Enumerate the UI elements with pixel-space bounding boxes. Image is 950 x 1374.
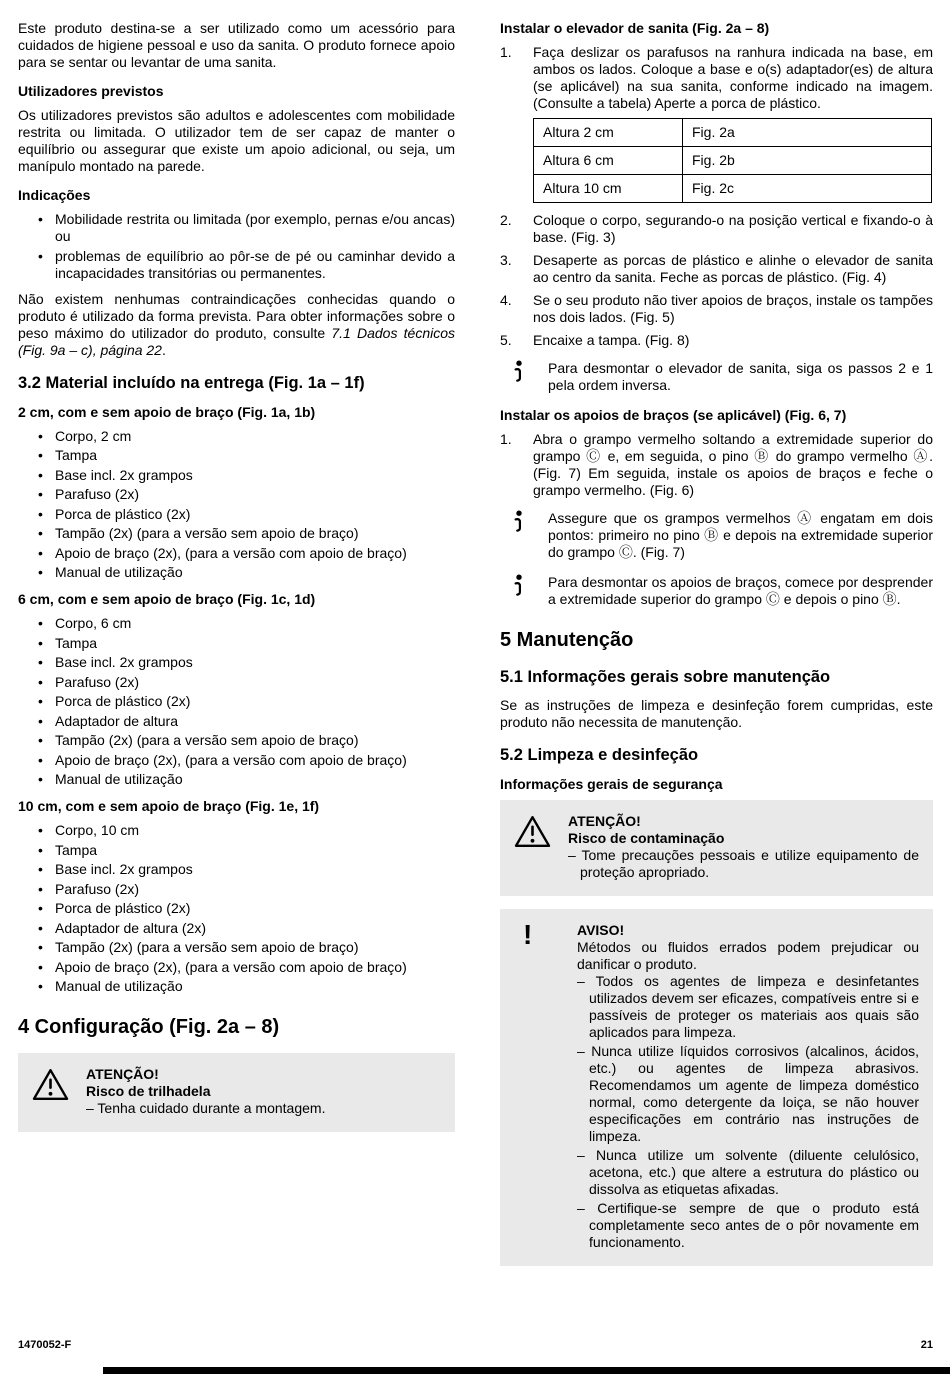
heading-install-armrests: Instalar os apoios de braços (se aplicável) (Fig. 6, 7) [500, 407, 847, 423]
contraindications-paragraph [18, 291, 455, 359]
document-id: 1470052-F [18, 1339, 72, 1351]
note-text: Assegure que os grampos vermelhos Ⓐ engatam em dois pontos: primeiro no pino Ⓑ e depois na extremidade superior do grampo Ⓒ. (Fig. 7) [548, 510, 933, 560]
install-step-5 [500, 332, 933, 349]
step-text: Encaixe a tampa. (Fig. 8) [533, 332, 690, 348]
warning-risk: Risco de trilhadela [86, 1083, 211, 1099]
list-item: • Manual de utilização [55, 978, 455, 995]
list-item: • Adaptador de altura (2x) [55, 920, 455, 937]
notice-instruction: – Certifique-se sempre de que o produto está completamente seco antes de o pôr novamente em funcionamento. [577, 1200, 919, 1250]
list-item: • Manual de utilização [55, 771, 455, 788]
heading-3-2-material: 3.2 Material incluído na entrega (Fig. 1a – 1f) [18, 373, 365, 392]
warning-title: ATENÇÃO! [86, 1066, 159, 1082]
included-list-10cm [18, 822, 455, 995]
list-item: • Tampa [55, 635, 455, 652]
heading-5-2-cleaning: 5.2 Limpeza e desinfeção [500, 746, 699, 764]
list-item: • Manual de utilização [55, 564, 455, 581]
notice-intro: Métodos ou fluidos errados podem prejudicar ou danificar o produto. [577, 939, 919, 972]
note-text: Para desmontar o elevador de sanita, siga os passos 2 e 1 pela ordem inversa. [548, 360, 933, 393]
list-item: • Base incl. 2x grampos [55, 861, 455, 878]
table-body [534, 119, 932, 203]
table-cell-figure: Fig. 2a [683, 119, 932, 147]
info-icon [513, 510, 525, 536]
install-step-3 [500, 252, 933, 286]
info-icon [513, 360, 525, 386]
list-item: • Base incl. 2x grampos [55, 654, 455, 671]
step-text: Coloque o corpo, segurando-o na posição vertical e fixando-o à base. (Fig. 3) [533, 212, 933, 245]
list-item: • Tampa [55, 842, 455, 859]
page-number: 21 [920, 1339, 933, 1351]
warning-triangle-icon [514, 813, 568, 883]
heading-5-maintenance: 5 Manutenção [500, 629, 634, 651]
heading-intended-users: Utilizadores previstos [18, 83, 164, 99]
heading-install-lifter: Instalar o elevador de sanita (Fig. 2a – 8) [500, 20, 770, 36]
list-item: • Parafuso (2x) [55, 674, 455, 691]
notice-instruction: – Todos os agentes de limpeza e desinfetantes utilizados devem ser eficazes, compatíveis entre si e passíveis de proteger os materiais aos quais são aplicados para limpeza. [577, 973, 919, 1040]
heading-6cm-version: 6 cm, com e sem apoio de braço (Fig. 1c, 1d) [18, 591, 316, 607]
note-clamp-engage [500, 510, 933, 561]
heading-indications: Indicações [18, 187, 91, 203]
maintenance-paragraph: Se as instruções de limpeza e desinfeção forem cumpridas, este produto não necessita de manutenção. [500, 697, 933, 730]
step-number: 3. [500, 252, 512, 268]
heading-2cm-version: 2 cm, com e sem apoio de braço (Fig. 1a, 1b) [18, 403, 316, 420]
list-item: • Tampão (2x) (para a versão sem apoio de braço) [55, 939, 455, 956]
list-item: • Mobilidade restrita ou limitada (por exemplo, pernas e/ou ancas) ou [55, 211, 455, 245]
notice-instruction: – Nunca utilize líquidos corrosivos (alcalinos, ácidos, etc.) ou agentes de limpeza abrasivos. Recomendamos um agente de limpeza doméstico normal, como detergente da loiça, se não houver especificações em contrário nas instruções de limpeza. [577, 1043, 919, 1144]
list-item: • Parafuso (2x) [55, 881, 455, 898]
indications-list [18, 211, 455, 282]
step-number: 2. [500, 212, 512, 228]
warning-instruction: – Tenha cuidado durante a montagem. [86, 1100, 326, 1116]
list-item: • Apoio de braço (2x), (para a versão com apoio de braço) [55, 959, 455, 976]
list-item: • Apoio de braço (2x), (para a versão com apoio de braço) [55, 545, 455, 562]
step-text: Faça deslizar os parafusos na ranhura indicada na base, em ambos os lados. Coloque a base e o(s) adaptador(es) de altura (se aplicável) na sua sanita, conforme indicado na imagem. (Consulte a tabela) Aperte a porca de plástico. [533, 44, 933, 111]
heading-10cm-version: 10 cm, com e sem apoio de braço (Fig. 1e, 1f) [18, 798, 320, 814]
footer-bar [103, 1367, 950, 1374]
step-number: 4. [500, 292, 512, 308]
notice-content [577, 922, 919, 1253]
list-item: • Porca de plástico (2x) [55, 506, 455, 523]
warning-title: ATENÇÃO! [568, 813, 641, 829]
table-row [534, 175, 932, 203]
warning-triangle-icon [32, 1066, 86, 1119]
list-item: • Porca de plástico (2x) [55, 693, 455, 710]
table-cell-height: Altura 2 cm [534, 119, 683, 147]
list-item: • Corpo, 6 cm [55, 615, 455, 632]
intended-users-paragraph: Os utilizadores previstos são adultos e adolescentes com mobilidade restrita ou limitada. O utilizador tem de ser capaz de manter o equilíbrio ou assegurar que existe um apoio adicional, ou seja, um manípulo montado na parede. [18, 107, 455, 174]
warning-items [86, 1100, 441, 1117]
warning-risk: Risco de contaminação [568, 830, 725, 846]
table-cell-height: Altura 6 cm [534, 147, 683, 175]
right-column [500, 20, 933, 1279]
warning-instruction: – Tome precauções pessoais e utilize equipamento de proteção apropriado. [568, 847, 919, 880]
list-item: • Tampa [55, 447, 455, 464]
note-disassemble-lifter [500, 360, 933, 394]
left-column [18, 20, 455, 1145]
list-item: • Base incl. 2x grampos [55, 467, 455, 484]
table-cell-figure: Fig. 2c [683, 175, 932, 203]
step-text: Se o seu produto não tiver apoios de braços, instale os tampões nos dois lados. (Fig. 5) [533, 292, 933, 325]
warning-box-setup [18, 1053, 455, 1132]
list-item: • Parafuso (2x) [55, 486, 455, 503]
info-icon [513, 574, 525, 600]
list-item: • Tampão (2x) (para a versão sem apoio de braço) [55, 732, 455, 749]
step-number: 1. [500, 431, 512, 447]
step-number: 5. [500, 332, 512, 348]
list-item: • Apoio de braço (2x), (para a versão com apoio de braço) [55, 752, 455, 769]
intro-paragraph: Este produto destina-se a ser utilizado como um acessório para cuidados de higiene pessoal e uso da sanita. O produto fornece apoio para se sentar ou levantar de uma sanita. [18, 20, 455, 70]
contraindications-text: Não existem nenhumas contraindicações conhecidas quando o produto é utilizado da forma prevista. Para obter informações sobre o peso máximo do utilizador do produto, consulte [18, 290, 455, 341]
list-item: • problemas de equilíbrio ao pôr-se de pé ou caminhar devido a incapacidades transitórias ou permanentes. [55, 248, 455, 282]
warning-content [86, 1066, 441, 1119]
included-list-2cm [18, 428, 455, 582]
warning-items [568, 847, 919, 881]
heading-general-safety: Informações gerais de segurança [500, 776, 723, 792]
step-text: Desaperte as porcas de plástico e alinhe o elevador de sanita ao centro da sanita. Feche as porcas de plástico. (Fig. 4) [533, 252, 933, 285]
list-item: • Porca de plástico (2x) [55, 900, 455, 917]
armrest-step-1 [500, 431, 933, 499]
exclamation-icon: ! [523, 919, 533, 950]
list-item: • Corpo, 2 cm [55, 428, 455, 445]
table-cell-height: Altura 10 cm [534, 175, 683, 203]
list-item: • Corpo, 10 cm [55, 822, 455, 839]
install-step-4 [500, 292, 933, 326]
table-cell-figure: Fig. 2b [683, 147, 932, 175]
heading-5-1-general-info: 5.1 Informações gerais sobre manutenção [500, 668, 831, 686]
included-list-6cm [18, 615, 455, 788]
contraindications-period: . [161, 341, 166, 358]
table-row [534, 119, 932, 147]
note-text: Para desmontar os apoios de braços, comece por desprender a extremidade superior do grampo Ⓒ e depois o pino Ⓑ. [548, 574, 933, 607]
list-item: • Adaptador de altura [55, 713, 455, 730]
note-armrest-remove [500, 574, 933, 608]
warning-content [568, 813, 919, 883]
height-figure-table [533, 118, 932, 203]
notice-instruction: – Nunca utilize um solvente (diluente celulósico, acetona, etc.) que altere a estrutura do plástico ou dissolva as etiquetas afixadas. [577, 1147, 919, 1197]
notice-title: AVISO! [577, 922, 625, 938]
step-text: Abra o grampo vermelho soltando a extremidade superior do grampo Ⓒ e, em seguida, o pino Ⓑ do grampo vermelho Ⓐ. (Fig. 7) Em seguida, instale os apoios de braços e feche o grampo vermelho. (Fig. 6) [533, 431, 933, 498]
notice-box-aviso [500, 909, 933, 1266]
heading-4-setup: 4 Configuração (Fig. 2a – 8) [18, 1016, 280, 1038]
install-step-2 [500, 212, 933, 246]
warning-box-contamination [500, 800, 933, 896]
step-number: 1. [500, 44, 512, 60]
table-row [534, 147, 932, 175]
install-step-1 [500, 44, 933, 112]
list-item: • Tampão (2x) (para a versão sem apoio de braço) [55, 525, 455, 542]
notice-items [577, 973, 919, 1251]
contraindications-reference: 7.1 Dados técnicos (Fig. 9a – c), página 22 [18, 324, 455, 358]
